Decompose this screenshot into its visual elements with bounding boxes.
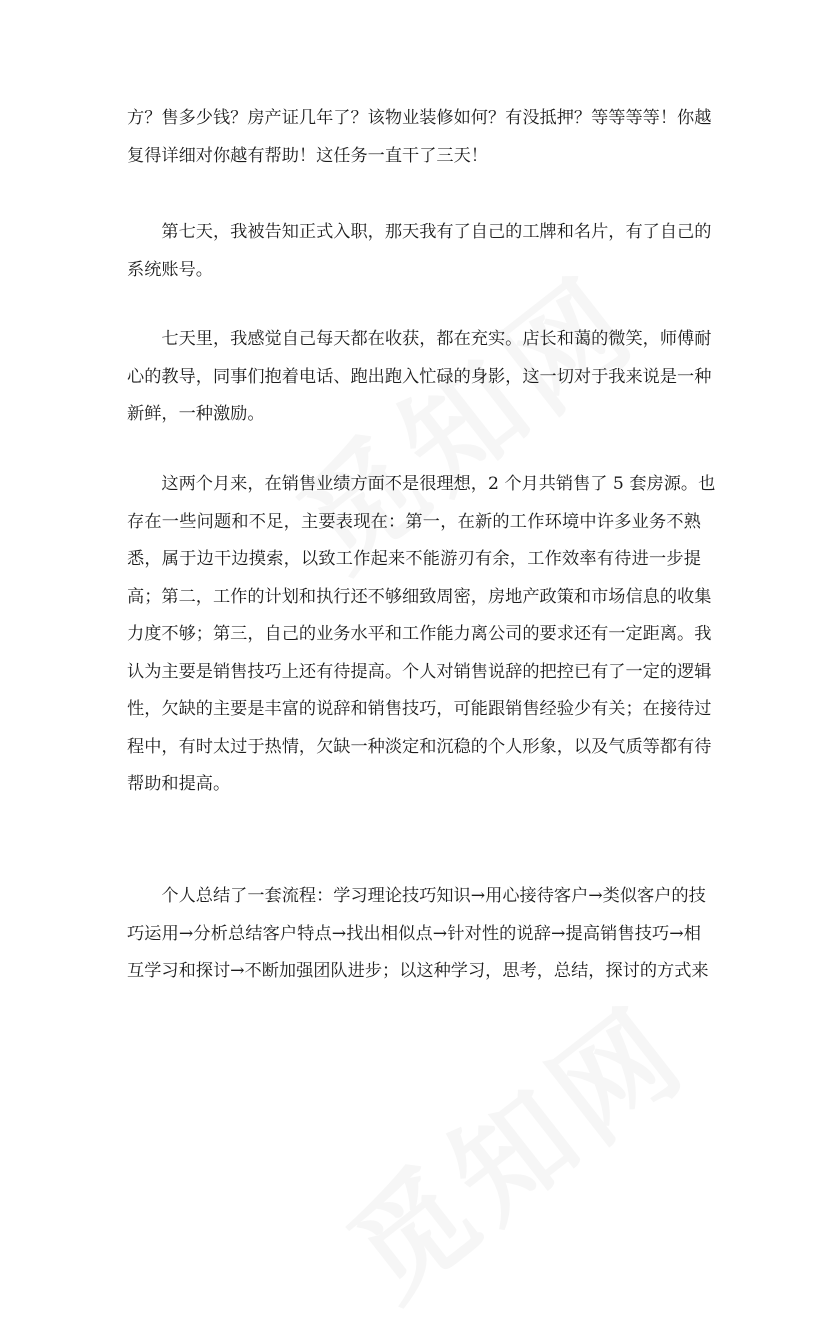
text-line: 方？售多少钱？房产证几年了？该物业装修如何？有没抵押？等等等等！你越	[127, 108, 712, 128]
text-line: 存在一些问题和不足，主要表现在：第一，在新的工作环境中许多业务不熟	[127, 511, 701, 532]
text-line: 悉，属于边干边摸索，以致工作起来不能游刃有余，工作效率有待进一步提	[127, 549, 701, 569]
text-line: 个人总结了一套流程：学习理论技巧知识→用心接待客户→类似客户的技	[127, 886, 706, 906]
text-line: 性，欠缺的主要是丰富的说辞和销售技巧，可能跟销售经验少有关；在接待过	[127, 699, 712, 719]
paragraph-4	[127, 466, 716, 804]
paragraph-1	[127, 100, 712, 175]
text-line: 七天里，我感觉自己每天都在收获，都在充实。店长和蔼的微笑，师傅耐	[127, 329, 712, 349]
text-line: 第七天，我被告知正式入职，那天我有了自己的工牌和名片，有了自己的	[127, 222, 712, 242]
text-line: 系统账号。	[127, 259, 213, 280]
text-line: 认为主要是销售技巧上还有待提高。个人对销售说辞的把控已有了一定的逻辑	[127, 661, 712, 682]
text-line: 高；第二，工作的计划和执行还不够细致周密，房地产政策和市场信息的收集	[127, 586, 712, 607]
text-line: 复得详细对你越有帮助！这任务一直干了三天！	[127, 145, 488, 166]
watermark	[308, 960, 715, 1330]
text-line: 力度不够；第三，自己的业务水平和工作能力离公司的要求还有一定距离。我	[127, 624, 712, 644]
text-line: 巧运用→分析总结客户特点→找出相似点→针对性的说辞→提高销售技巧→相	[127, 923, 701, 944]
text-line: 程中，有时太过于热情，欠缺一种淡定和沉稳的个人形象，以及气质等都有待	[127, 736, 712, 757]
paragraph-2	[127, 214, 712, 289]
text-line: 互学习和探讨→不断加强团队进步；以这种学习，思考，总结，探讨的方式来	[127, 961, 709, 981]
text-line: 这两个月来，在销售业绩方面不是很理想，2 个月共销售了 5 套房源。也	[127, 474, 716, 494]
text-line: 新鲜，一种激励。	[127, 404, 265, 424]
text-line: 帮助和提高。	[127, 774, 231, 794]
paragraph-3	[127, 321, 712, 434]
paragraph-5	[127, 878, 709, 991]
text-line: 心的教导，同事们抱着电话、跑出跑入忙碌的身影，这一切对于我来说是一种	[127, 366, 712, 387]
